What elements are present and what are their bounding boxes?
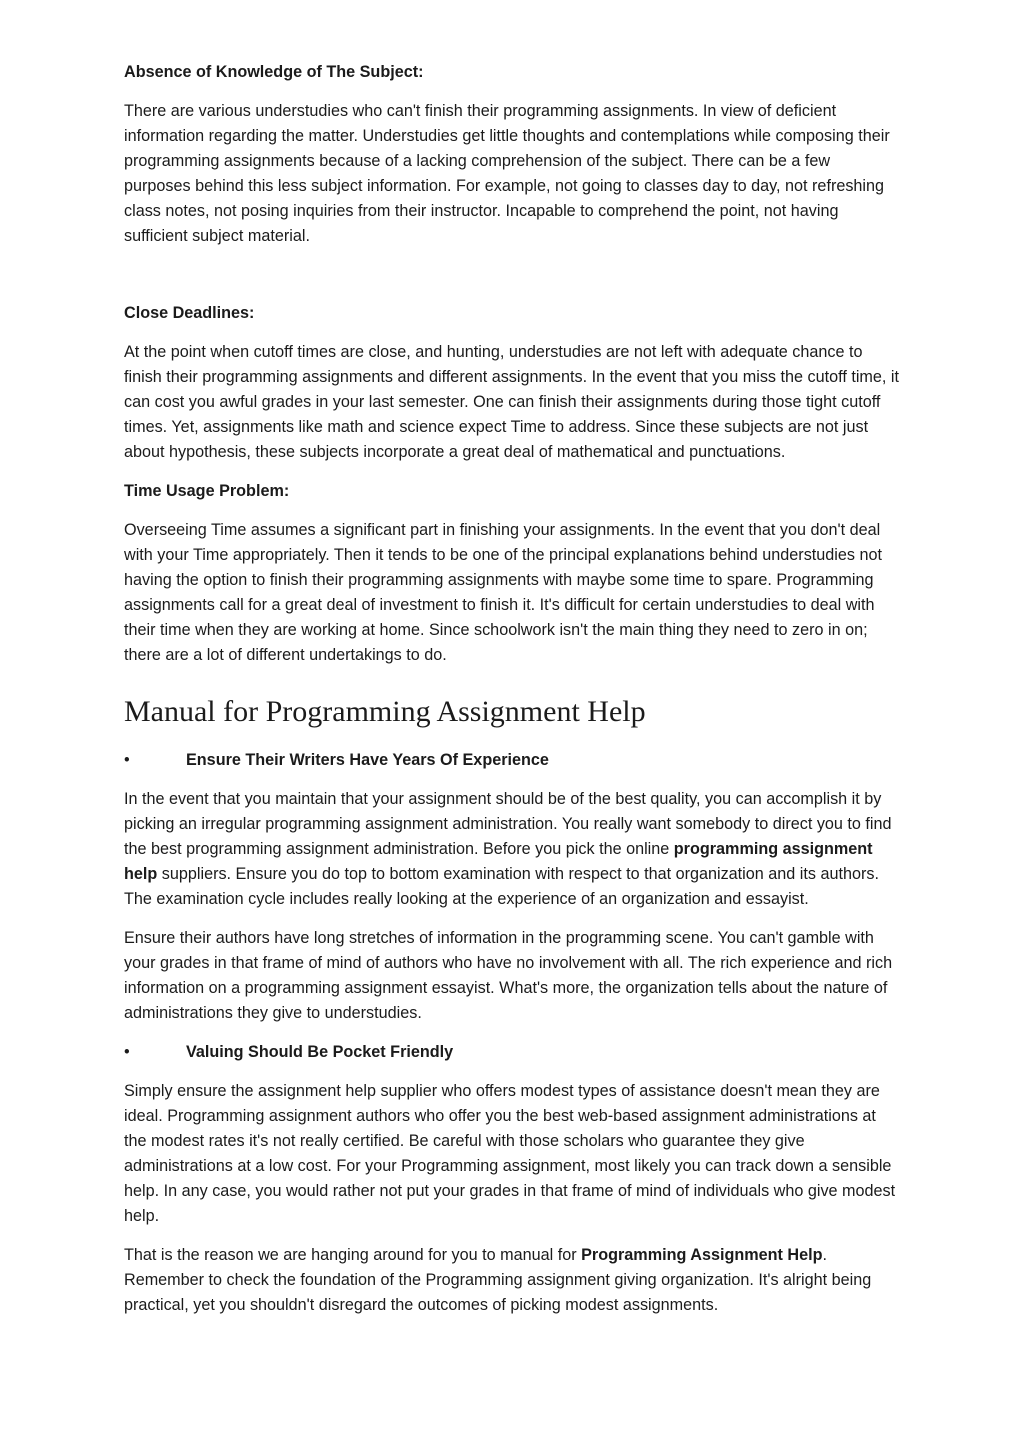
manual-title: Manual for Programming Assignment Help: [124, 695, 646, 728]
document-page: [124, 60, 900, 1332]
paragraph-close-deadlines: At the point when cutoff times are close, and hunting, understudies are not left with adequate chance to finish their programming assignments and different assignments. In the event that you miss the cutoff time, it can cost you awful grades in your last semester. One can finish their assignments during those tight cutoff times. Yet, assignments like math and science expect Time to address. Since these subjects are not just about hypothesis, these subjects incorporate a great deal of mathematical and punctuations.: [124, 343, 899, 461]
section-heading-time-usage: Time Usage Problem:: [124, 482, 290, 500]
keyword-programming-assignment-help: programming assignment help: [124, 840, 873, 883]
paragraph-conclusion: [124, 1243, 900, 1318]
section-heading-subject-knowledge: Absence of Knowledge of The Subject:: [124, 63, 424, 81]
paragraph-modest-help: Simply ensure the assignment help supplier who offers modest types of assistance doesn't mean they are ideal. Programming assignment authors who offer you the best web-based assignment administrations at the modest rates it's not really certified. Be careful with those scholars who guarantee they give administrations at a low cost. For your Programming assignment, most likely you can track down a sensible help. In any case, you would rather not put your grades in that frame of mind of individuals who give modest help.: [124, 1082, 896, 1225]
bullet-item-pricing: [124, 1040, 900, 1065]
bullet-label-pricing: Valuing Should Be Pocket Friendly: [186, 1043, 454, 1061]
bullet-icon: •: [124, 751, 130, 769]
section-heading-close-deadlines: Close Deadlines:: [124, 304, 255, 322]
keyword-programming-assignment-help-title: Programming Assignment Help: [581, 1246, 823, 1264]
paragraph-subject-knowledge: There are various understudies who can't finish their programming assignments. In view of deficient information regarding the matter. Understudies get little thoughts and contemplations while composing their programming assignments because of a lacking comprehension of the subject. There can be a few purposes behind this less subject information. For example, not going to classes day to day, not refreshing class notes, not posing inquiries from their instructor. Incapable to comprehend the point, not having sufficient subject material.: [124, 102, 890, 245]
bullet-label-experience: Ensure Their Writers Have Years Of Experience: [186, 751, 549, 769]
paragraph-conclusion-text-after: . Remember to check the foundation of the Programming assignment giving organization. It's alright being practical, yet you shouldn't disregard the outcomes of picking modest assignments.: [124, 1246, 872, 1314]
paragraph-best-quality-text-before: In the event that you maintain that your assignment should be of the best quality, you can accomplish it by picking an irregular programming assignment administration. You really want somebody to direct you to find the best programming assignment administration. Before you pick the online: [124, 790, 892, 858]
bullet-item-experience: [124, 748, 900, 773]
paragraph-best-quality-text-after: suppliers. Ensure you do top to bottom examination with respect to that organization and its authors. The examination cycle includes really looking at the experience of an organization and essayist.: [124, 865, 879, 908]
paragraph-time-usage: Overseeing Time assumes a significant part in finishing your assignments. In the event that you don't deal with your Time appropriately. Then it tends to be one of the principal explanations behind understudies not having the option to finish their programming assignments with maybe some time to spare. Programming assignments call for a great deal of investment to finish it. It's difficult for certain understudies to deal with their time when they are working at home. Since schoolwork isn't the main thing they need to zero in on; there are a lot of different undertakings to do.: [124, 521, 882, 664]
paragraph-best-quality: [124, 787, 900, 912]
paragraph-author-experience: Ensure their authors have long stretches of information in the programming scene. You can't gamble with your grades in that frame of mind of authors who have no involvement with all. The rich experience and rich information on a programming assignment essayist. What's more, the organization tells about the nature of administrations they give to understudies.: [124, 929, 893, 1022]
bullet-icon: •: [124, 1043, 130, 1061]
paragraph-conclusion-text-before: That is the reason we are hanging around for you to manual for: [124, 1246, 582, 1264]
